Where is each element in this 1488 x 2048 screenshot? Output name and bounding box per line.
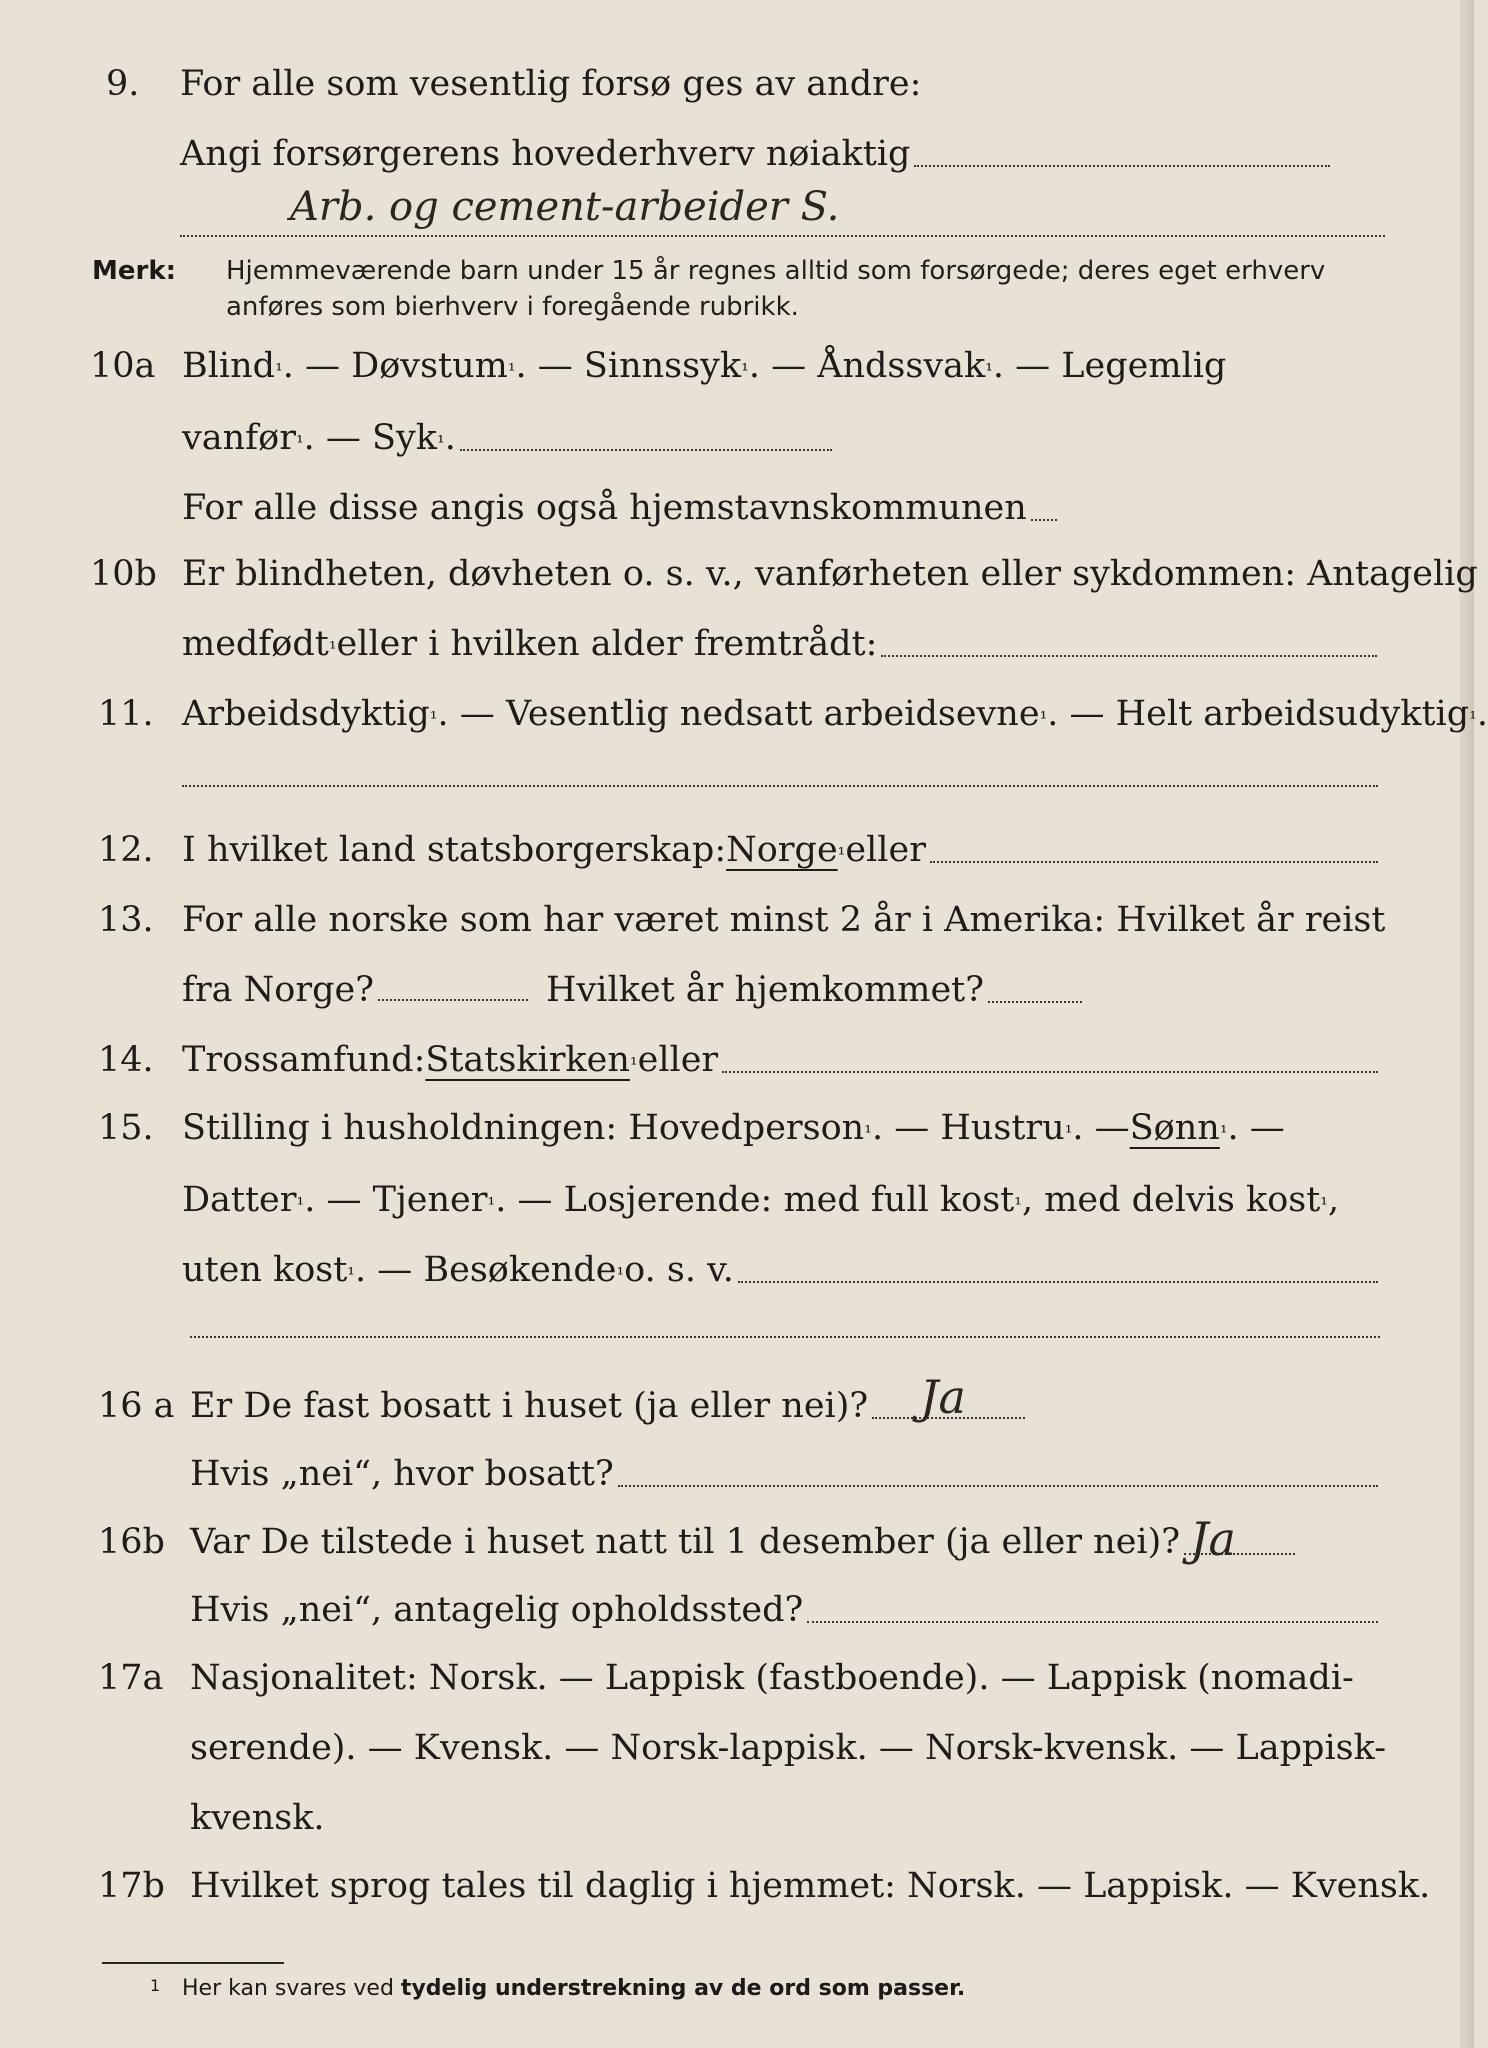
q12-eller: eller [845, 830, 926, 870]
q14-prefix: Trossamfund: [182, 1040, 426, 1080]
q10a-blind: Blind [182, 346, 276, 386]
q10a-line2 [182, 418, 832, 458]
q13-fra-norge: fra Norge? [182, 970, 374, 1010]
sup-mark: ¹ [985, 359, 993, 382]
q17b-number: 17b [98, 1866, 165, 1906]
sup-mark: ¹ [1064, 1121, 1073, 1144]
q17a-line3: kvensk. [190, 1798, 325, 1838]
q16b-opholdssted: Hvis „nei“, antagelig opholdssted? [190, 1590, 804, 1630]
q9-line2 [180, 134, 1330, 174]
footnote-mark: 1 [150, 1976, 161, 1995]
sup-mark: ¹ [487, 1193, 496, 1216]
q14-line [182, 1040, 1378, 1080]
q17a-line1: Nasjonalitet: Norsk. — Lappisk (fastboende). — Lappisk (nomadi- [190, 1658, 1354, 1698]
q10a-dovstum: . — Døvstum [282, 346, 508, 386]
q10a-line3 [182, 488, 1057, 528]
q10b-line1: Er blindheten, døvheten o. s. v., vanførheten eller sykdommen: Antagelig [182, 554, 1478, 594]
q16a-line2 [190, 1454, 1378, 1494]
q16a-line1 [190, 1386, 1025, 1426]
q15-losjerende: . — Losjerende: med full kost [495, 1180, 1015, 1220]
sup-mark: ¹ [296, 1193, 305, 1216]
q11-nedsatt: . — Vesentlig nedsatt arbeidsevne [437, 694, 1040, 734]
q13-fill-1 [378, 999, 528, 1001]
q9-line2-text: Angi forsørgerens hovederhverv nøiaktig [180, 134, 911, 174]
q12-prefix: I hvilket land statsborgerskap: [182, 830, 727, 870]
sup-mark: ¹ [837, 843, 846, 866]
q15-answer-line [190, 1336, 1380, 1338]
q13-line1: For alle norske som har været minst 2 år i Amerika: Hvilket år reist [182, 900, 1386, 940]
q10b-alder: eller i hvilken alder fremtrådt: [336, 624, 878, 664]
q17a-number: 17a [98, 1658, 164, 1698]
q15-line1 [182, 1108, 1285, 1148]
sup-mark: ¹ [1469, 707, 1477, 730]
q10a-line3-text: For alle disse angis også hjemstavnskommunen [182, 488, 1027, 528]
q15-hustru: . — Hustru [871, 1108, 1065, 1148]
q10a-vanfor: vanfør [182, 418, 296, 458]
q14-eller: eller [637, 1040, 719, 1080]
q16b-handwritten-answer: Ja [1190, 1512, 1236, 1566]
q15-line2 [182, 1180, 1339, 1220]
q16b-line1 [190, 1522, 1295, 1562]
q11-udyktig: . — Helt arbeidsudyktig [1047, 694, 1470, 734]
sup-mark: ¹ [1219, 1121, 1228, 1144]
q9-line1: For alle som vesentlig forsø ges av andre: [180, 64, 922, 104]
sup-mark: ¹ [616, 1263, 625, 1286]
q10b-medfodt: medfødt [182, 624, 329, 664]
q9-number: 9. [106, 64, 140, 104]
sup-mark: ¹ [429, 707, 438, 730]
q16a-handwritten-answer: Ja [920, 1370, 966, 1424]
q10a-andssvak: . — Åndssvak [748, 346, 986, 386]
sup-mark: ¹ [347, 1263, 356, 1286]
sup-mark: ¹ [275, 359, 283, 382]
q15-delvis: , med delvis kost [1021, 1180, 1321, 1220]
q16b-number: 16b [98, 1522, 165, 1562]
q10a-line1 [182, 346, 1226, 386]
q9-handwritten-answer: Arb. og cement-arbeider S. [290, 184, 840, 230]
q15-besokende: . — Besøkende [355, 1250, 617, 1290]
q17b-line1: Hvilket sprog tales til daglig i hjemmet: Norsk. — Lappisk. — Kvensk. [190, 1866, 1431, 1906]
q16b-text: Var De tilstede i huset natt til 1 desember (ja eller nei)? [190, 1522, 1181, 1562]
sup-mark: ¹ [328, 637, 337, 660]
q10a-sinnssyk: . — Sinnssyk [515, 346, 742, 386]
sup-mark: ¹ [1320, 1193, 1329, 1216]
q10b-line2 [182, 624, 1377, 664]
q11-dot: . [1476, 694, 1488, 734]
q15-hovedperson: Stilling i husholdningen: Hovedperson [182, 1108, 865, 1148]
q15-line3 [182, 1250, 1378, 1290]
sup-mark: ¹ [507, 359, 516, 382]
sup-mark: ¹ [1014, 1193, 1022, 1216]
footnote-text-a: Her kan svares ved [182, 1976, 401, 2001]
q14-statskirken-underlined: Statskirken [425, 1040, 630, 1080]
q13-hjemkommet: Hvilket år hjemkommet? [546, 970, 985, 1010]
q16a-text: Er De fast bosatt i huset (ja eller nei)? [190, 1386, 869, 1426]
sup-mark: ¹ [741, 359, 749, 382]
q15-datter: Datter [182, 1180, 297, 1220]
q10a-dot: . [444, 418, 456, 458]
q15-number: 15. [98, 1108, 154, 1148]
q16a-number: 16 a [98, 1386, 175, 1426]
q15-dash: . — [1072, 1108, 1130, 1148]
q13-number: 13. [98, 900, 154, 940]
sup-mark: ¹ [629, 1053, 638, 1076]
sup-mark: ¹ [437, 431, 445, 454]
sup-mark: ¹ [864, 1121, 872, 1144]
q15-sonn-underlined: Sønn [1129, 1108, 1220, 1148]
q11-arbeidsdyktig: Arbeidsdyktig [182, 694, 430, 734]
merk-line2: anføres som bierhverv i foregående rubrikk. [226, 292, 799, 322]
q12-norge-underlined: Norge [726, 830, 838, 870]
q17a-line2: serende). — Kvensk. — Norsk-lappisk. — Norsk-kvensk. — Lappisk- [190, 1728, 1387, 1768]
q15-tjener: . — Tjener [304, 1180, 488, 1220]
sup-mark: ¹ [295, 431, 304, 454]
q11-answer-line [182, 785, 1378, 787]
q15-osv: o. s. v. [624, 1250, 734, 1290]
footnote-text [182, 1976, 965, 2001]
q16b-line2 [190, 1590, 1378, 1630]
q16a-hvor-bosatt: Hvis „nei“, hvor bosatt? [190, 1454, 614, 1494]
q15-uten-kost: uten kost [182, 1250, 348, 1290]
sup-mark: ¹ [1039, 707, 1048, 730]
footnote-rule [102, 1962, 284, 1964]
q13-line2 [182, 970, 1082, 1010]
merk-line1: Hjemmeværende barn under 15 år regnes alltid som forsørgede; deres eget erhverv [226, 256, 1326, 286]
q11-number: 11. [98, 694, 154, 734]
q10a-number: 10a [90, 346, 156, 386]
q12-line [182, 830, 1378, 870]
q11-line1 [182, 694, 1488, 734]
q12-number: 12. [98, 830, 154, 870]
q15-comma: , [1328, 1180, 1340, 1220]
q10a-legemlig: . — Legemlig [992, 346, 1227, 386]
q10a-syk: . — Syk [303, 418, 438, 458]
q9-answer-line [180, 235, 1385, 237]
footnote-text-b: tydelig understrekning av de ord som passer. [400, 1976, 966, 2001]
q15-dash-end: . — [1227, 1108, 1285, 1148]
merk-label: Merk: [92, 256, 177, 286]
page-edge [1460, 0, 1474, 2048]
q14-number: 14. [98, 1040, 154, 1080]
q10b-number: 10b [90, 554, 157, 594]
